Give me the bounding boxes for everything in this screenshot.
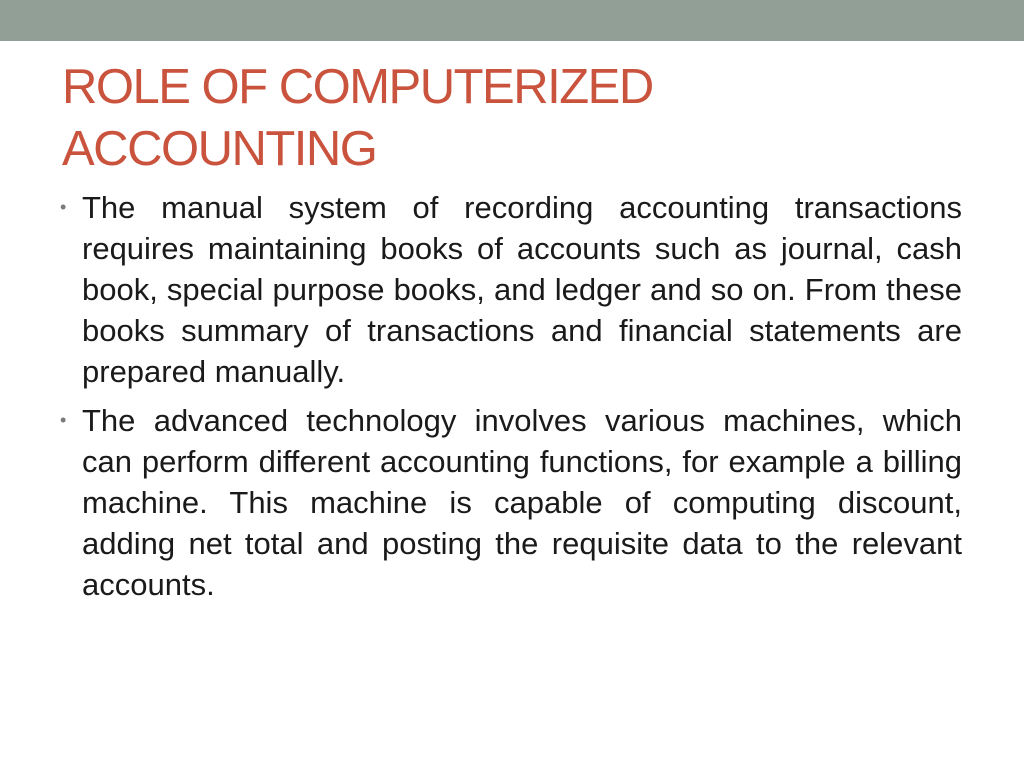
- bullet-item: [60, 400, 962, 605]
- bullet-marker: •: [60, 410, 67, 430]
- bullet-text: The manual system of recording accounting transactions requires maintaining books of accounts such as journal, cash book, special purpose books, and ledger and so on. From these books summary of transactions and financial statements are prepared manually.: [82, 190, 962, 389]
- bullet-list: [60, 187, 962, 613]
- bullet-text: The advanced technology involves various machines, which can perform different accounting functions, for example a billing machine. This machine is capable of computing discount, adding net total and posting the requisite data to the relevant accounts.: [82, 403, 962, 602]
- bullet-marker: •: [60, 197, 67, 217]
- top-accent-band: [0, 0, 1024, 41]
- slide-title-line-1: ROLE OF COMPUTERIZED: [62, 60, 653, 114]
- slide-title-line-2: ACCOUNTING: [62, 122, 377, 176]
- slide-title: [62, 56, 962, 180]
- bullet-item: [60, 187, 962, 392]
